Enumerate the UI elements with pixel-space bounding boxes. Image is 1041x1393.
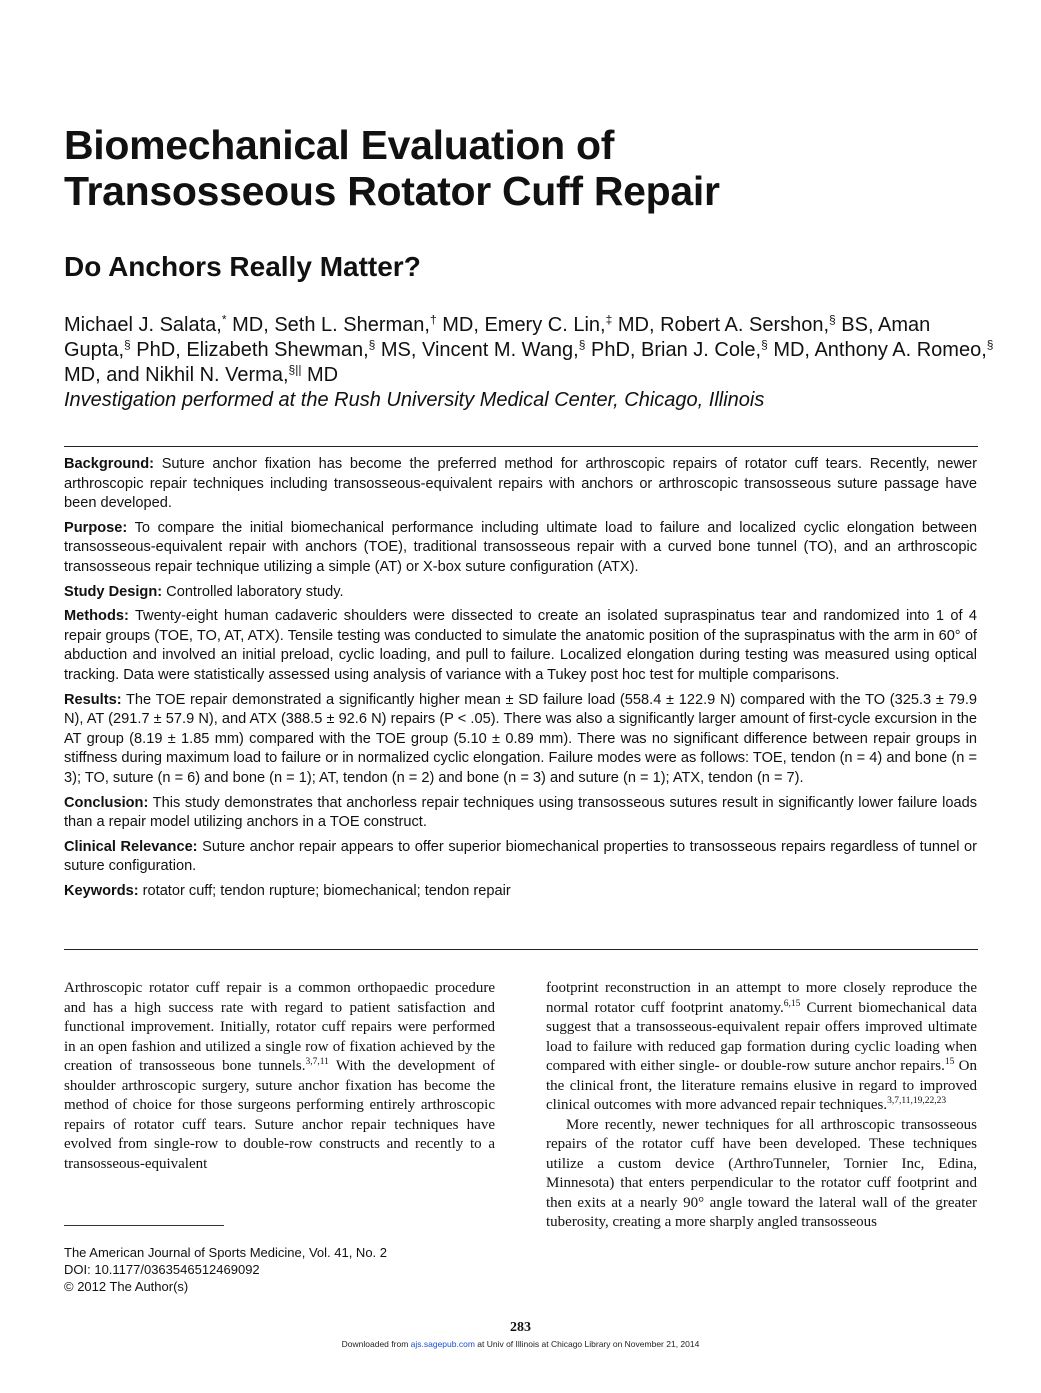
- abstract-section: [64, 455, 977, 514]
- author-degree: MD: [301, 364, 339, 386]
- abstract: [64, 455, 977, 906]
- abstract-section: [64, 794, 977, 833]
- author-name: Robert A. Sershon,: [660, 314, 830, 336]
- author-list: [64, 313, 994, 388]
- author-name: Emery C. Lin,: [484, 314, 606, 336]
- abstract-section-text: Suture anchor repair appears to offer superior biomechanical properties to transosseous repairs regardless of tunnel or suture configuration.: [64, 838, 977, 875]
- download-notice: [0, 1339, 1041, 1349]
- abstract-section-label: Purpose:: [64, 519, 128, 536]
- abstract-section-text: To compare the initial biomechanical performance including ultimate load to failure and localized cyclic elongation between transosseous-equivalent repair with anchors (TOE), traditional transosseous repair with a curved bone tunnel (TO), and an arthroscopic transosseous repair technique utilizing a simple (AT) or X-box suture configuration (ATX).: [64, 519, 977, 575]
- author-name: Aman Gupta,: [64, 314, 931, 361]
- abstract-bottom-rule: [64, 949, 978, 950]
- abstract-section-text: Suture anchor fixation has become the preferred method for arthroscopic repairs of rotator cuff tears. Recently, newer arthroscopic repair techniques including transosseous-equivalent repairs with anchors or arthroscopic transosseous suture passage have been developed.: [64, 456, 977, 512]
- abstract-section-label: Clinical Relevance:: [64, 838, 198, 855]
- abstract-section: [64, 691, 977, 789]
- author-affiliation-mark: §: [829, 312, 836, 327]
- abstract-section-label: Background:: [64, 456, 154, 472]
- body-paragraph: [64, 979, 495, 1174]
- abstract-section-text: rotator cuff; tendon rupture; biomechanical; tendon repair: [138, 882, 511, 899]
- article-title: [64, 122, 984, 214]
- author-affiliation-mark: §: [986, 337, 994, 352]
- abstract-section-text: Twenty-eight human cadaveric shoulders were dissected to create an isolated supraspinatus tear and randomized into 1 of 4 repair groups (TOE, TO, AT, ATX). Tensile testing was conducted to simulate the anatomic position of the supraspinatus with the arm in 60° of abduction and involved an initial preload, cyclic loading, and pull to failure. Localized elongation during testing was measured using optical tracking. Data were statistically assessed using analysis of variance with a Tukey post hoc test for multiple comparisons.: [64, 608, 977, 683]
- copyright: © 2012 The Author(s): [64, 1279, 189, 1294]
- author-affiliation-mark: ‡: [605, 312, 613, 327]
- abstract-top-rule: [64, 446, 978, 447]
- citation-ref: 6,15: [783, 998, 801, 1009]
- abstract-section-text: Controlled laboratory study.: [162, 583, 344, 600]
- body-paragraph: More recently, newer techniques for all arthroscopic transosseous repairs of the rotator cuff have been developed. These techniques utilize a custom device (ArthroTunneler, Tornier Inc, Edina, Minnesota) that enters perpendicular to the rotator cuff footprint and then exits at a nearly 90° angle toward the lateral wall of the greater tuberosity, creating a more sharply angled transosseous: [546, 1116, 977, 1230]
- footnote: [64, 1244, 387, 1295]
- title-line-1: Biomechanical Evaluation of: [64, 122, 615, 168]
- abstract-section: [64, 583, 977, 603]
- abstract-section-text: This study demonstrates that anchorless repair techniques using transosseous sutures result in significantly lower failure loads than a repair model utilizing anchors in a TOE construct.: [64, 794, 977, 831]
- author-affiliation-mark: §: [761, 337, 768, 352]
- body-text: Current biomechanical data suggest that a transosseous-equivalent repair offers improved ultimate load to failure with reduced gap formation during cyclic loading when compared with either single- or double-row suture anchor repairs.: [546, 999, 977, 1074]
- abstract-section-text: The TOE repair demonstrated a significantly higher mean ± SD failure load (558.4 ± 122.9 N) compared with the TO (325.3 ± 79.9 N), AT (291.7 ± 57.9 N), and ATX (388.5 ± 92.6 N) repairs (P < .05). There was also a significantly larger amount of first-cycle excursion in the AT group (8.19 ± 1.85 mm) compared with the TOE group (5.10 ± 0.89 mm). There was no significant difference between repair groups in stiffness during maximum load to failure or in normalized cyclic elongation. Failure modes were as follows: TOE, tendon (n = 4) and bone (n = 3); TO, suture (n = 6) and bone (n = 1); AT, tendon (n = 2) and bone (n = 3) and suture (n = 1); ATX, tendon (n = 7).: [64, 691, 977, 786]
- download-prefix: Downloaded from: [341, 1339, 411, 1349]
- abstract-section: [64, 519, 977, 578]
- journal-citation: The American Journal of Sports Medicine, Vol. 41, No. 2: [64, 1245, 388, 1260]
- author-degree: MD,: [226, 314, 275, 336]
- author-degree: MS,: [375, 339, 422, 361]
- abstract-section: [64, 882, 977, 902]
- author-name: Michael J. Salata,: [64, 314, 222, 336]
- body-column-left: [64, 979, 495, 1174]
- author-degree: PhD,: [130, 339, 187, 361]
- citation-ref: 15: [944, 1057, 955, 1067]
- author-name: Vincent M. Wang,: [422, 339, 579, 361]
- author-affiliation-mark: †: [429, 312, 437, 327]
- author-degree: PhD,: [585, 339, 642, 361]
- author-name: Nikhil N. Verma,: [145, 364, 289, 386]
- abstract-section-label: Methods:: [64, 608, 129, 625]
- article-subtitle: Do Anchors Really Matter?: [64, 251, 421, 282]
- body-text: On the clinical front, the literature remains elusive in regard to improved clinical outcomes with more advanced repair techniques.: [546, 1058, 977, 1113]
- doi: DOI: 10.1177/0363546512469092: [64, 1262, 260, 1277]
- abstract-section: [64, 607, 977, 685]
- author-degree: MD,: [436, 314, 485, 336]
- author-degree: MD,: [612, 314, 661, 336]
- body-text: With the development of shoulder arthroscopic surgery, suture anchor fixation has become the method of choice for those surgeons performing entirely arthroscopic repairs of rotator cuff tears. Suture anchor repair techniques have evolved from single-row to double-row constructs and recently to a transosseous-equivalent: [64, 1058, 495, 1172]
- body-paragraph: [546, 979, 977, 1116]
- abstract-section-label: Study Design:: [64, 583, 163, 600]
- page-number: 283: [510, 1320, 531, 1335]
- author-affiliation-mark: §||: [288, 362, 302, 377]
- author-degree: MD, and: [64, 364, 146, 386]
- abstract-section: [64, 838, 977, 877]
- footnote-rule: [64, 1225, 224, 1226]
- author-name: Seth L. Sherman,: [274, 314, 430, 336]
- author-affiliation-mark: §: [578, 337, 586, 352]
- author-name: Brian J. Cole,: [641, 339, 762, 361]
- author-affiliation-mark: §: [368, 337, 376, 352]
- author-degree: BS,: [835, 314, 878, 336]
- author-name: Elizabeth Shewman,: [186, 339, 369, 361]
- abstract-section-label: Keywords:: [64, 882, 139, 899]
- abstract-section-label: Conclusion:: [64, 794, 149, 811]
- author-degree: MD,: [767, 339, 815, 361]
- title-line-2: Transosseous Rotator Cuff Repair: [64, 168, 720, 214]
- body-text: footprint reconstruction in an attempt to more closely reproduce the normal rotator cuff footprint anatomy.: [546, 980, 977, 1016]
- citation-ref: 3,7,11,19,22,23: [887, 1096, 947, 1106]
- abstract-section-label: Results:: [64, 691, 122, 708]
- author-name: Anthony A. Romeo,: [814, 339, 987, 361]
- download-link[interactable]: ajs.sagepub.com: [410, 1339, 475, 1349]
- author-affiliation-mark: §: [124, 337, 131, 352]
- body-text: Arthroscopic rotator cuff repair is a common orthopaedic procedure and has a high success rate with regard to patient satisfaction and functional improvement. Initially, rotator cuff repairs were performed in an open fashion and utilized a single row of fixation achieved by the creation of transosseous bone tunnels.: [64, 980, 495, 1074]
- body-column-right: [546, 979, 977, 1233]
- download-suffix: at Univ of Illinois at Chicago Library on November 21, 2014: [474, 1339, 700, 1349]
- author-affiliation-mark: *: [221, 312, 227, 327]
- institution-line: Investigation performed at the Rush University Medical Center, Chicago, Illinois: [64, 389, 765, 411]
- citation-ref: 3,7,11: [305, 1057, 329, 1067]
